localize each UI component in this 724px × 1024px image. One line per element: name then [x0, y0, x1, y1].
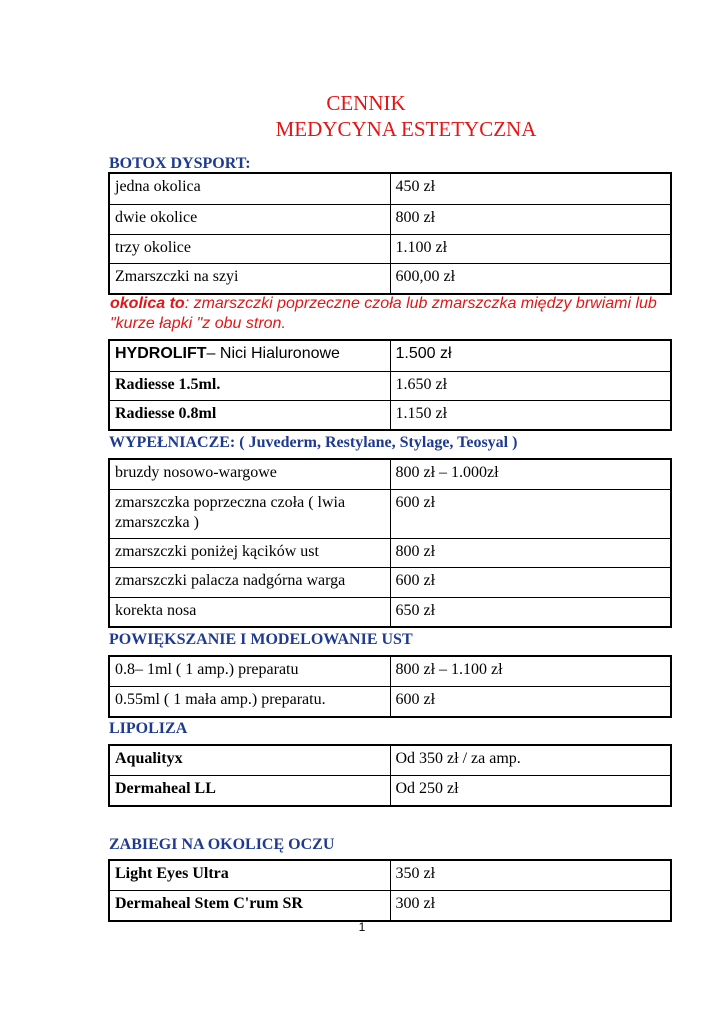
service-price: 600,00 zł [390, 263, 671, 294]
document-title: CENNIK [326, 91, 406, 115]
table-row [109, 340, 671, 371]
service-name: zmarszczki poniżej kącików ust [109, 538, 390, 567]
botox-price-table [108, 172, 672, 295]
service-name: Zmarszczki na szyi [109, 263, 390, 294]
service-name: bruzdy nosowo-wargowe [109, 459, 390, 489]
table-row [109, 234, 671, 263]
table-row [109, 538, 671, 567]
lipolysis-heading: LIPOLIZA [109, 720, 188, 737]
service-price: 800 zł [390, 538, 671, 567]
service-name: korekta nosa [109, 597, 390, 627]
table-row [109, 459, 671, 489]
table-row [109, 400, 671, 430]
document-subtitle: MEDYCYNA ESTETYCZNA [275, 117, 537, 141]
table-row [109, 204, 671, 234]
table-row [109, 890, 671, 921]
service-name: Radiesse 1.5ml. [109, 371, 390, 400]
botox-heading: BOTOX DYSPORT: [109, 155, 251, 172]
service-name-bold: HYDROLIFT [115, 345, 207, 362]
service-price: 800 zł – 1.000zł [390, 459, 671, 489]
service-name: 0.8– 1ml ( 1 amp.) preparatu [109, 656, 390, 686]
service-name-rest: – Nici Hialuronowe [206, 345, 340, 362]
eyes-heading: ZABIEGI NA OKOLICĘ OCZU [109, 836, 335, 853]
service-name: 0.55ml ( 1 mała amp.) preparatu. [109, 686, 390, 717]
service-name: zmarszczka poprzeczna czoła ( lwia zmarszczka ) [109, 489, 390, 538]
service-name: zmarszczki palacza nadgórna warga [109, 567, 390, 597]
service-price: 600 zł [390, 567, 671, 597]
service-price: 1.500 zł [390, 340, 671, 371]
service-name: Dermaheal LL [109, 775, 390, 806]
service-name: trzy okolice [109, 234, 390, 263]
service-name: Aqualityx [109, 745, 390, 775]
note-label: okolica to [110, 295, 185, 312]
note-text: : zmarszczki poprzeczne czoła lub zmarszczka między brwiami lub "kurze łapki "z obu stron. [110, 295, 657, 332]
hydrolift-price-table [108, 339, 672, 431]
table-row [109, 263, 671, 294]
fillers-price-table [108, 458, 672, 628]
table-row [109, 745, 671, 775]
service-price: 1.100 zł [390, 234, 671, 263]
page-number: 1 [358, 920, 366, 934]
table-row [109, 775, 671, 806]
service-price: 600 zł [390, 489, 671, 538]
table-row [109, 860, 671, 890]
service-name: Radiesse 0.8ml [109, 400, 390, 430]
service-price: Od 250 zł [390, 775, 671, 806]
service-price: 600 zł [390, 686, 671, 717]
service-price: 800 zł – 1.100 zł [390, 656, 671, 686]
service-price: 350 zł [390, 860, 671, 890]
lips-price-table [108, 655, 672, 718]
service-price: 800 zł [390, 204, 671, 234]
service-price: Od 350 zł / za amp. [390, 745, 671, 775]
service-price: 1.650 zł [390, 371, 671, 400]
service-price: 300 zł [390, 890, 671, 921]
table-row [109, 489, 671, 538]
table-row [109, 371, 671, 400]
service-price: 450 zł [390, 173, 671, 204]
service-price: 650 zł [390, 597, 671, 627]
table-row [109, 567, 671, 597]
fillers-heading: WYPEŁNIACZE: ( Juvederm, Restylane, Stylage, Teosyal ) [109, 434, 518, 451]
service-name: Light Eyes Ultra [109, 860, 390, 890]
lips-heading: POWIĘKSZANIE I MODELOWANIE UST [109, 631, 413, 648]
service-name: jedna okolica [109, 173, 390, 204]
eyes-price-table [108, 859, 672, 922]
service-name [109, 340, 390, 371]
table-row [109, 597, 671, 627]
service-name: dwie okolice [109, 204, 390, 234]
lipolysis-price-table [108, 744, 672, 807]
table-row [109, 686, 671, 717]
table-row [109, 656, 671, 686]
table-row [109, 173, 671, 204]
service-name: Dermaheal Stem C'rum SR [109, 890, 390, 921]
service-price: 1.150 zł [390, 400, 671, 430]
botox-note [110, 294, 670, 334]
